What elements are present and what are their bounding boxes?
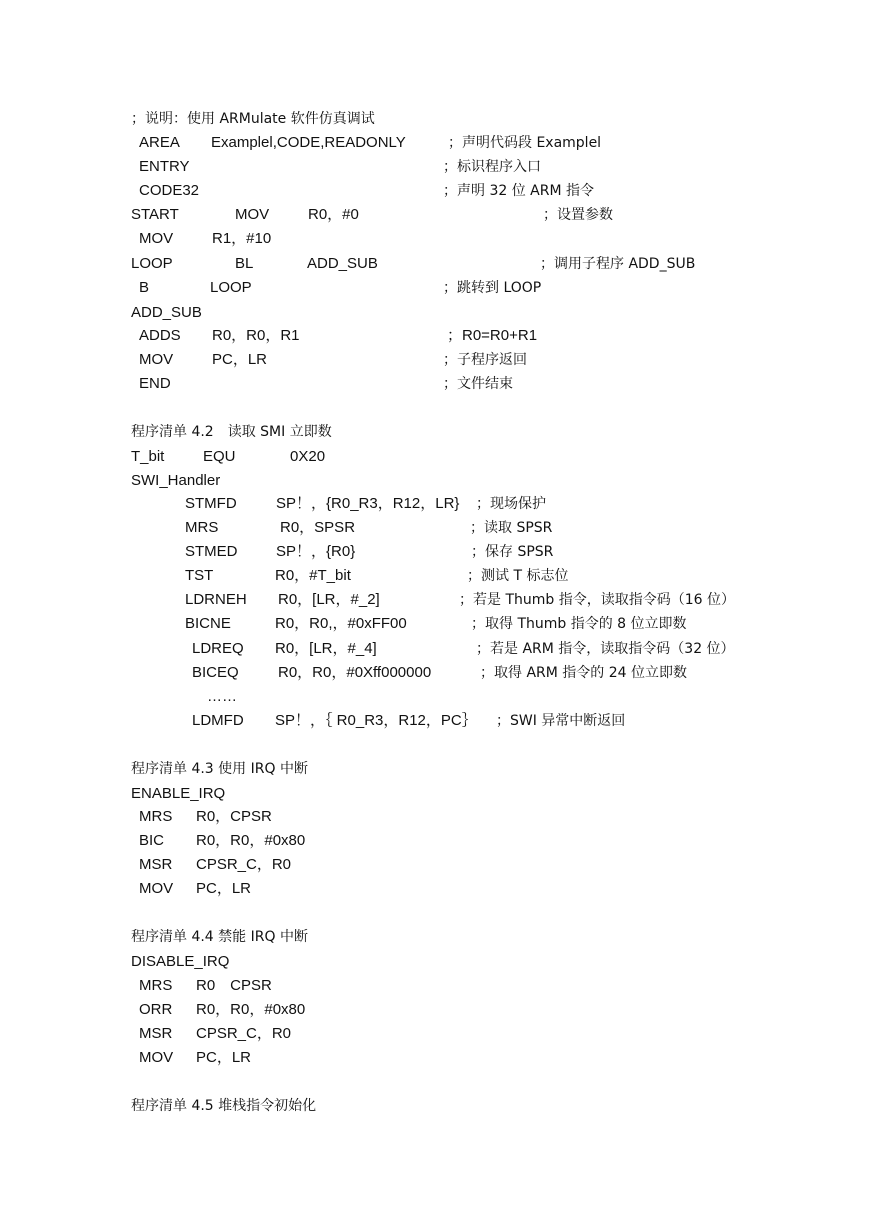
loop-op: BL	[235, 255, 254, 272]
stmfd-comment: ；现场保护	[476, 496, 546, 512]
entry-comment: ；标识程序入口	[443, 159, 541, 175]
stmfd-args: SP！，{R0_R3，R12，LR}	[276, 495, 460, 512]
l44-op-3: MSR	[139, 1025, 173, 1042]
start-comment: ；设置参数	[543, 207, 613, 223]
ldmfd-args: SP！，｛ R0_R3，R12，PC｝	[275, 712, 477, 729]
area-op: AREA	[139, 134, 180, 151]
b-args: LOOP	[210, 279, 252, 296]
entry-op: ENTRY	[139, 158, 190, 175]
swi-handler-label: SWI_Handler	[131, 472, 221, 489]
ldrneh-op: LDRNEH	[185, 591, 247, 608]
tst-op: TST	[185, 567, 214, 584]
l43-args-3: CPSR_C，R0	[196, 856, 292, 873]
adds-args: R0，R0，R1	[212, 327, 300, 344]
ldmfd-op: LDMFD	[192, 712, 244, 729]
stmfd-op: STMFD	[185, 495, 237, 512]
adds-op: ADDS	[139, 327, 181, 344]
addsub-label: ADD_SUB	[131, 304, 202, 321]
ellipsis: ……	[207, 688, 237, 705]
l44-args-2: R0，R0，#0x80	[196, 1001, 306, 1018]
ldreq-comment: ；若是 ARM 指令，读取指令码（32 位）	[476, 641, 735, 657]
start-op: MOV	[235, 206, 270, 223]
l44-op-2: ORR	[139, 1001, 173, 1018]
l44-args-1: R0 CPSR	[196, 977, 272, 994]
tbit-args: 0X20	[290, 448, 326, 465]
listing-4-3-title: 程序清单 4.3 使用 IRQ 中断	[131, 761, 308, 777]
listing-4-5-title: 程序清单 4.5 堆栈指令初始化	[131, 1098, 317, 1114]
movpc-op: MOV	[139, 351, 174, 368]
ldreq-args: R0，[LR，#_4]	[275, 640, 377, 657]
movpc-comment: ；子程序返回	[443, 352, 527, 368]
l43-op-2: BIC	[139, 832, 165, 849]
l44-args-3: CPSR_C，R0	[196, 1025, 292, 1042]
loop-label: LOOP	[131, 255, 173, 272]
area-args: Examplel,CODE,READONLY	[211, 134, 406, 151]
bicne-op: BICNE	[185, 615, 231, 632]
area-comment: ；声明代码段 Examplel	[448, 135, 602, 151]
mrs-op: MRS	[185, 519, 219, 536]
bicne-comment: ；取得 Thumb 指令的 8 位立即数	[471, 616, 687, 632]
l43-args-2: R0，R0，#0x80	[196, 832, 306, 849]
listing-4-4-title: 程序清单 4.4 禁能 IRQ 中断	[131, 929, 308, 945]
end-op: END	[139, 375, 171, 392]
start-args: R0，#0	[308, 206, 359, 223]
code32-comment: ；声明 32 位 ARM 指令	[443, 183, 594, 199]
movpc-args: PC，LR	[212, 351, 268, 368]
l44-op-1: MRS	[139, 977, 173, 994]
end-comment: ；文件结束	[443, 376, 513, 392]
mov1-op: MOV	[139, 230, 174, 247]
mrs-comment: ；读取 SPSR	[470, 520, 553, 536]
l43-op-3: MSR	[139, 856, 173, 873]
stmed-op: STMED	[185, 543, 238, 560]
ldrneh-comment: ；若是 Thumb 指令，读取指令码（16 位）	[459, 592, 735, 608]
tst-args: R0，#T_bit	[275, 567, 351, 584]
tst-comment: ；测试 T 标志位	[467, 568, 569, 584]
l44-op-4: MOV	[139, 1049, 174, 1066]
loop-comment: ；调用子程序 ADD_SUB	[540, 256, 696, 272]
loop-args: ADD_SUB	[307, 255, 378, 272]
mrs-args: R0，SPSR	[280, 519, 356, 536]
biceq-args: R0，R0，#0Xff000000	[278, 664, 432, 681]
biceq-comment: ；取得 ARM 指令的 24 位立即数	[480, 665, 687, 681]
b-op: B	[139, 279, 150, 296]
ldmfd-comment: ；SWI 异常中断返回	[496, 713, 626, 729]
l44-args-4: PC，LR	[196, 1049, 252, 1066]
stmed-comment: ；保存 SPSR	[471, 544, 554, 560]
l43-args-4: PC，LR	[196, 880, 252, 897]
l43-op-1: MRS	[139, 808, 173, 825]
enable-irq-label: ENABLE_IRQ	[131, 785, 226, 802]
stmed-args: SP！，{R0}	[276, 543, 356, 560]
l43-args-1: R0，CPSR	[196, 808, 272, 825]
ldrneh-args: R0，[LR，#_2]	[278, 591, 380, 608]
l43-op-4: MOV	[139, 880, 174, 897]
bicne-args: R0，R0,，#0xFF00	[275, 615, 407, 632]
tbit-op: EQU	[203, 448, 236, 465]
code32-op: CODE32	[139, 182, 200, 199]
tbit-label: T_bit	[131, 448, 165, 465]
note-line: ；说明：使用 ARMulate 软件仿真调试	[131, 111, 375, 127]
start-label: START	[131, 206, 179, 223]
mov1-args: R1，#10	[212, 230, 272, 247]
b-comment: ；跳转到 LOOP	[443, 280, 542, 296]
listing-4-2-title: 程序清单 4.2 读取 SMI 立即数	[131, 424, 332, 440]
adds-comment: ；R0=R0+R1	[447, 327, 538, 344]
biceq-op: BICEQ	[192, 664, 239, 681]
disable-irq-label: DISABLE_IRQ	[131, 953, 230, 970]
ldreq-op: LDREQ	[192, 640, 244, 657]
